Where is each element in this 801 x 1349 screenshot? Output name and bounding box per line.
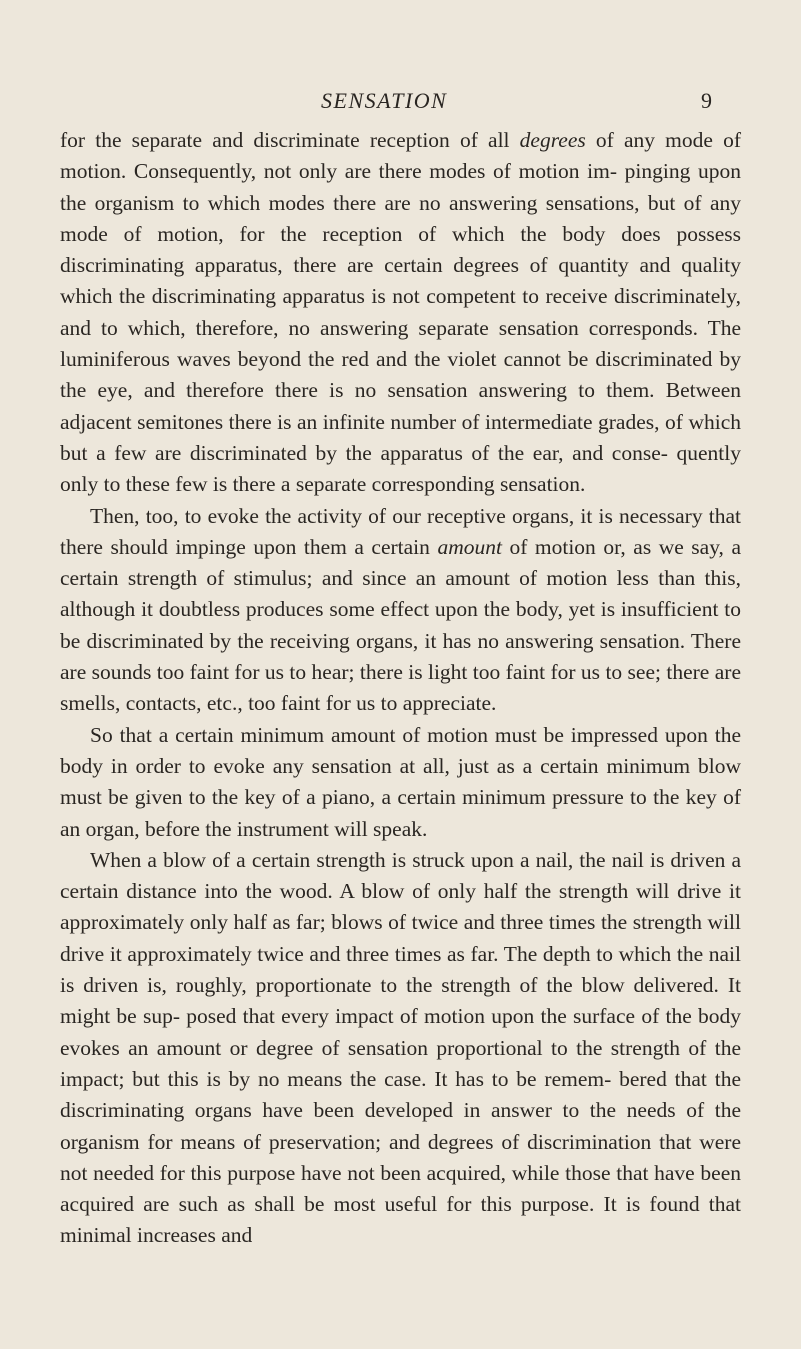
paragraph-2-text-a: Then, too, to evoke the activity of our receptive organs, it is necessary that there should impinge upon them a certain	[60, 503, 741, 559]
paragraph-2	[60, 501, 741, 720]
running-head	[0, 86, 801, 116]
running-title: SENSATION	[321, 88, 448, 113]
paragraph-1	[60, 125, 741, 501]
paragraph-3: So that a certain minimum amount of motion must be impressed upon the body in order to evoke any sensation at all, just as a certain minimum blow must be given to the key of a piano, a certain minimum pressure to the key of an organ, before the instrument will speak.	[60, 722, 741, 841]
paragraph-1-text-b: of any mode of motion. Consequently, not only are there modes of motion im- pinging upon the organism to which modes there are no answering sensations, but of any mode of motion, for the reception of which the body does possess discriminating apparatus, there are certain degrees of quantity and quality which the discriminating apparatus is not competent to receive discriminately, and to which, therefore, no answering separate sensation corresponds. The luminiferous waves beyond the red and the violet cannot be discriminated by the eye, and therefore there is no sensation answering to them. Between adjacent semitones there is an infinite number of intermediate grades, of which but a few are discriminated by the apparatus of the ear, and conse- quently only to these few is there a separate corresponding sensation.	[60, 128, 741, 497]
paragraph-2-text-b: of motion or, as we say, a certain strength of stimulus; and since an amount of motion less than this, although it doubtless produces some effect upon the body, yet is insufficient to be discriminated by the receiving organs, it has no answering sensation. There are sounds too faint for us to hear; there is light too faint for us to see; there are smells, contacts, etc., too faint for us to appreciate.	[60, 534, 741, 716]
page-number: 9	[701, 88, 712, 113]
italic-term-degrees: degrees	[519, 128, 586, 152]
paragraph-4: When a blow of a certain strength is struck upon a nail, the nail is driven a certain distance into the wood. A blow of only half the strength will drive it approximately only half as far; blows of twice and three times the strength will drive it approximately twice and three times as far. The depth to which the nail is driven is, roughly, proportionate to the strength of the blow delivered. It might be sup- posed that every impact of motion upon the surface of the body evokes an amount or degree of sensation proportional to the strength of the impact; but this is by no means the case. It has to be remem- bered that the discriminating organs have been developed in answer to the needs of the organism for means of preservation; and degrees of discrimination that were not needed for this purpose have not been acquired, while those that have been acquired are such as shall be most useful for this purpose. It is found that minimal increases and	[60, 847, 741, 1248]
italic-term-amount: amount	[437, 534, 502, 559]
paragraph-1-text-a: for the separate and discriminate reception of all	[60, 128, 520, 152]
body-text	[60, 125, 741, 1252]
